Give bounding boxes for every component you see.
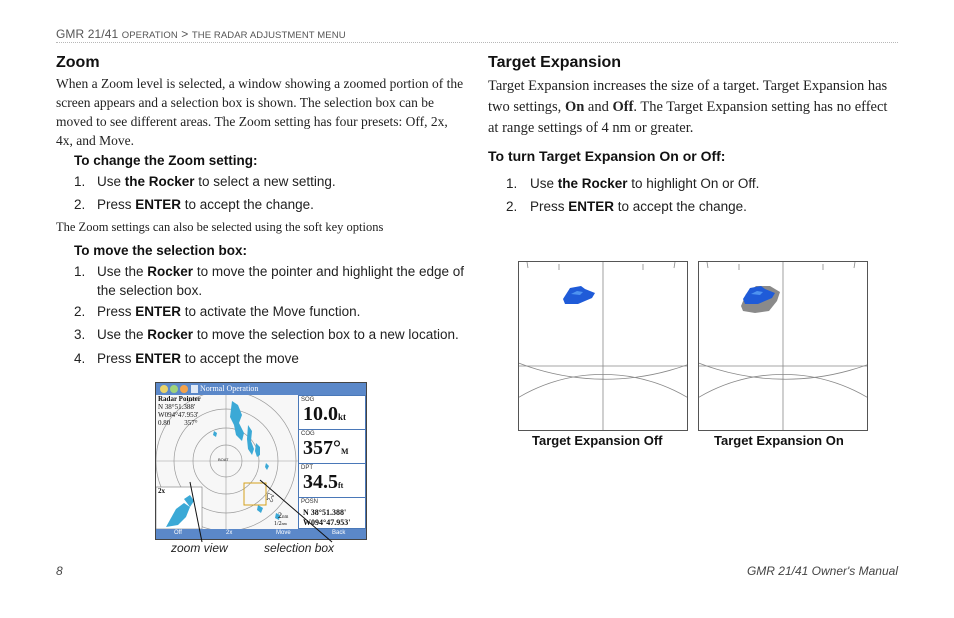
device-title-bar: Normal Operation <box>156 383 366 395</box>
depth-panel: DPT 34.5ft <box>298 463 366 498</box>
soft-key-note: The Zoom settings can also be selected using the soft key options <box>56 220 384 234</box>
move-step-4: 4. Press ENTER to accept the move <box>74 351 299 366</box>
status-icons <box>158 383 200 395</box>
pointer-label: Radar Pointer <box>158 395 201 403</box>
zoom-heading: Zoom <box>56 54 100 71</box>
header-section: OPERATION <box>121 30 178 41</box>
move-step-1: 1. Use the Rocker to move the pointer and highlight the edge of the selection box. <box>74 264 465 298</box>
caption-expansion-off: Target Expansion Off <box>532 433 663 448</box>
zoom-level: 2x <box>158 487 165 495</box>
caption-expansion-on: Target Expansion On <box>714 433 844 448</box>
header-page: THE RADAR ADJUSTMENT MENU <box>191 30 346 41</box>
pointer-dist: 0.80 357° <box>158 419 198 427</box>
svg-text:BOAT: BOAT <box>218 457 229 462</box>
target-step-1: 1. Use the Rocker to highlight On or Off. <box>506 176 760 191</box>
softkey-2x[interactable]: 2x <box>226 530 233 536</box>
target-expansion-off-image <box>518 261 688 431</box>
change-zoom-heading: To change the Zoom setting: <box>74 153 258 168</box>
caption-selection-box: selection box <box>264 541 335 555</box>
pointer-lon: W094°47.953' <box>158 411 199 419</box>
zoom-step-1: 1. Use the Rocker to select a new setting. <box>74 174 336 189</box>
softkey-off[interactable]: Off <box>174 530 182 536</box>
target-proc-heading: To turn Target Expansion On or Off: <box>488 148 726 164</box>
pointer-lat: N 38°51.388' <box>158 403 196 411</box>
move-box-heading: To move the selection box: <box>74 243 248 258</box>
target-expansion-heading: Target Expansion <box>488 54 622 71</box>
range-value: 2nm <box>278 511 289 520</box>
zoom-step-2: 2. Press ENTER to accept the change. <box>74 197 314 212</box>
cog-panel: COG 357°M <box>298 429 366 464</box>
move-step-3: 3. Use the Rocker to move the selection box to a new location. <box>74 327 459 342</box>
target-blob <box>563 286 595 304</box>
target-step-2: 2. Press ENTER to accept the change. <box>506 199 747 214</box>
softkey-back[interactable]: Back <box>332 530 346 536</box>
page-number: 8 <box>56 564 63 578</box>
target-expansion-intro: Target Expansion increases the size of a target. Target Expansion has two settings, On and Off. The Target Expansion setting has no effect at range settings of 4 nm or greater. <box>488 78 888 136</box>
running-header: GMR 21/41 OPERATION > THE RADAR ADJUSTMENT MENU <box>56 27 346 41</box>
target-expansion-on-image <box>698 261 868 431</box>
callout-lines <box>150 470 340 550</box>
manual-title: GMR 21/41 Owner's Manual <box>746 564 898 578</box>
move-step-2: 2. Press ENTER to activate the Move function. <box>74 304 361 319</box>
position-panel: POSN N 38°51.388' W094°47.953' <box>298 497 366 529</box>
sog-panel: SOG 10.0kt <box>298 395 366 430</box>
range-sub: 1/2nm <box>274 521 287 527</box>
header-rule <box>56 42 898 43</box>
caption-zoom-view: zoom view <box>171 541 228 555</box>
softkey-move[interactable]: Move <box>276 530 291 536</box>
zoom-intro: When a Zoom level is selected, a window showing a zoomed portion of the screen appears and a selection box is shown. The selection box can be moved to see different areas. The Zoom setting has four presets: Off, 2x, 4x, and Move. <box>56 76 464 148</box>
